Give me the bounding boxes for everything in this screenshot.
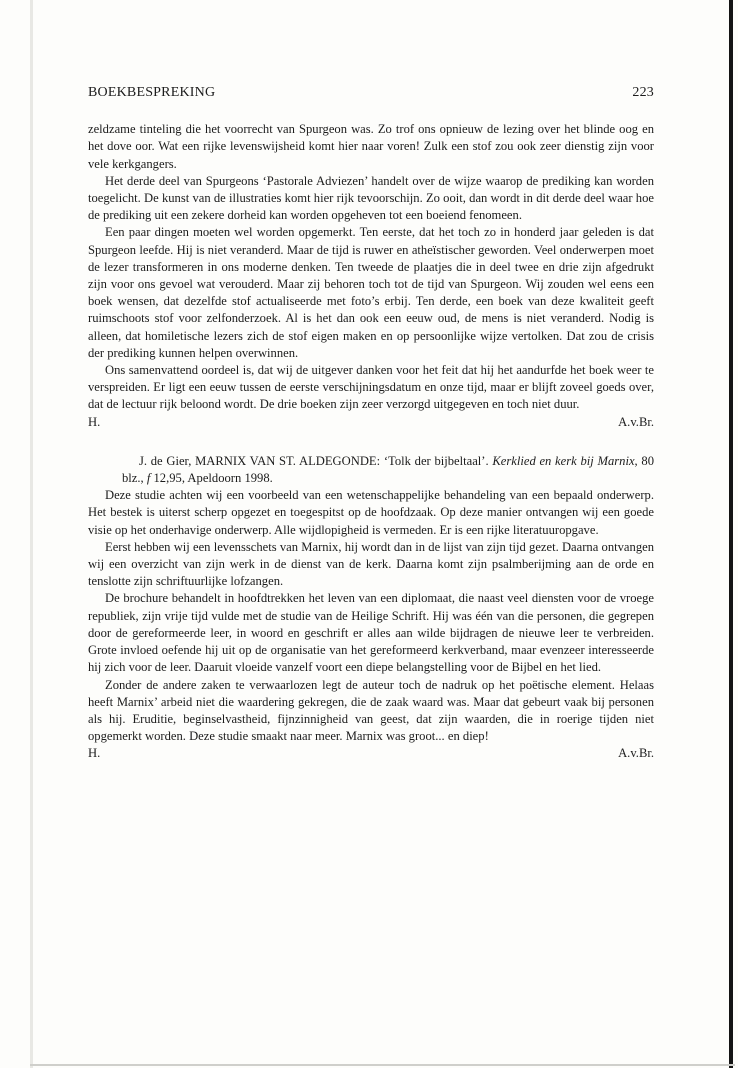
paragraph: Ons samenvattend oordeel is, dat wij de uitgever danken voor het feit dat hij het aandurfde het boek weer te verspreiden. Er ligt een eeuw tussen de eerste verschijningsdatum en onze tijd, maar er blijft zoveel goeds over, dat de lectuur rijk beloond wordt. De drie boeken zijn zeer verzorgd uitgegeven en toch niet duur. [88, 363, 654, 412]
page-number: 223 [632, 85, 654, 100]
paragraph: Deze studie achten wij een voorbeeld van een wetenschappelijke behandeling van een bepaald onderwerp. Het bestek is uiterst scherp opgezet en toegespitst op de hoofdzaak. Op deze manier ontvangen wij een goede visie op het onderhavige onderwerp. Alle wijdlopigheid is vermeden. Er is een rijke literatuuropgave. [88, 488, 654, 537]
running-head [88, 84, 654, 101]
scan-edge-left [30, 0, 33, 1068]
signature-reviewer: A.v.Br. [618, 746, 654, 761]
review-marnix [88, 453, 654, 763]
review-spurgeon [88, 121, 654, 431]
paragraph: De brochure behandelt in hoofdtrekken het leven van een diplomaat, die naast veel diensten voor de vroege republiek, zijn vrije tijd vulde met de studie van de Heilige Schrift. Hij was één van die personen, die gegrepen door de gereformeerde leer, in woord en geschrift er alles aan wilde bijdragen de nieuwe leer te verbreiden. Grote invloed oefende hij uit op de organisatie van het gereformeerd kerkverband, maar evenzeer interesseerde hij zich voor de leer. Daaruit vloeide vanzelf voort een diepe belangstelling voor de Bijbel en het lied. [88, 591, 654, 675]
paragraph: Een paar dingen moeten wel worden opgemerkt. Ten eerste, dat het toch zo in honderd jaar geleden is dat Spurgeon leefde. Hij is niet veranderd. Maar de tijd is ruwer en atheïstischer geworden. Veel onderwerpen moet de lezer transformeren in ons moderne denken. Ten tweede de plaatjes die in deel twee en drie zijn afgedrukt zijn voor ons gevoel wat verouderd. Maar zij behoren toch tot de tijd van Spurgeon. Wij zouden wel eens een boek wensen, dat dezelfde stof actualiseerde met foto’s erbij. Ten derde, een boek van deze kwaliteit geeft ruimschoots stof voor zelfonderzoek. Al is het dan ook een eeuw oud, de mens is niet veranderd. Nodig is alleen, dat homiletische lezers zich de stof eigen maken en op persoonlijke wijze vertolken. Dat zou de crisis der prediking kunnen helpen overwinnen. [88, 225, 654, 360]
paragraph: Eerst hebben wij een levensschets van Marnix, hij wordt dan in de lijst van zijn tijd gezet. Daarna ontvangen wij een overzicht van zijn werk in de dienst van de kerk. Daarna komt zijn psalmberijming aan de orde en tenslotte zijn schriftuurlijke lofzangen. [88, 539, 654, 589]
section-title: BOEKBESPREKING [88, 85, 216, 100]
scan-edge-right [729, 0, 733, 1068]
section-spacer [88, 431, 654, 453]
scan-edge-bottom [30, 1064, 735, 1066]
signature-reviewer: A.v.Br. [618, 414, 654, 429]
paragraph: Het derde deel van Spurgeons ‘Pastorale Adviezen’ handelt over de wijze waarop de prediking kan worden toegelicht. De kunst van de illustraties komt hier rijk tevoorschijn. Zo ooit, dan wordt in dit derde deel waar hoe de prediking uit een zekere dorheid kan worden opgeheven tot een boeiend fenomeen. [88, 173, 654, 223]
biblio-price-place: 12,95, Apeldoorn 1998. [150, 471, 273, 486]
document-page [88, 84, 654, 763]
biblio-author-title: J. de Gier, MARNIX VAN ST. ALDEGONDE: ‘Tolk der bijbeltaal’. [139, 453, 489, 468]
biblio-series-title: Kerklied en kerk bij Marnix [492, 453, 635, 468]
bibliographic-entry [88, 453, 654, 487]
signature-initial: H. [88, 746, 101, 761]
review-signature [88, 745, 654, 762]
biblio-florin-sign: f [146, 471, 151, 486]
review-signature [88, 414, 654, 431]
paragraph: zeldzame tinteling die het voorrecht van Spurgeon was. Zo trof ons opnieuw de lezing over het blinde oog en het dove oor. Wat een rijke levenswijsheid komt hier naar voren! Zulk een stof zou ook zeer dienstig zijn voor vele kerkgangers. [88, 122, 654, 171]
signature-initial: H. [88, 414, 101, 429]
paragraph: Zonder de andere zaken te verwaarlozen legt de auteur toch de nadruk op het poëtische element. Helaas heeft Marnix’ arbeid niet die waardering gekregen, die de zaak waard was. Maar dat gebeurt vaak bij personen als hij. Eruditie, beginselvastheid, fijnzinnigheid van geest, dat zijn waarden, die in roerige tijden niet opgemerkt worden. Deze studie smaakt naar meer. Marnix was groot... en diep! [88, 677, 654, 744]
biblio-pages: , 80 blz., [122, 453, 654, 486]
